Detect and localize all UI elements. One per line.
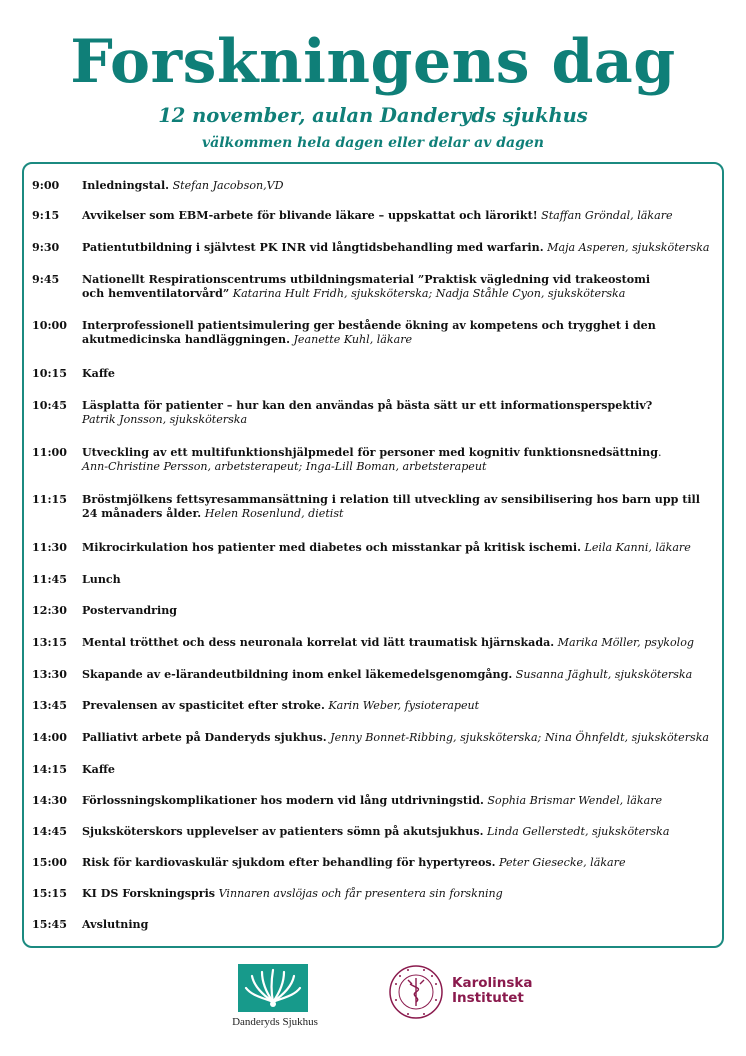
program-time: 14:00 — [32, 731, 67, 744]
program-item — [32, 446, 722, 474]
program-title: akutmedicinska handläggningen. — [82, 333, 290, 346]
program-item — [32, 367, 722, 381]
program-item — [32, 493, 722, 521]
program-title: Mikrocirkulation hos patienter med diabetes och misstankar på kritisk ischemi. — [82, 541, 581, 554]
program-title: Avvikelser som EBM-arbete för blivande läkare – uppskattat och lärorikt! — [82, 209, 538, 222]
program-time: 13:30 — [32, 668, 67, 681]
program-item — [32, 573, 722, 587]
program-speaker: Maja Asperen, sjuksköterska — [547, 241, 710, 254]
program-time: 11:30 — [32, 541, 67, 554]
program-title: Palliativt arbete på Danderyds sjukhus. — [82, 731, 327, 744]
program-title: Nationellt Respirationscentrums utbildningsmaterial ”Praktisk vägledning vid trakeostomi — [82, 273, 651, 286]
program-time: 11:45 — [32, 573, 67, 586]
program-speaker: Susanna Jäghult, sjuksköterska — [515, 668, 693, 681]
program-item — [32, 604, 722, 618]
program-time: 10:15 — [32, 367, 67, 380]
program-item — [32, 918, 722, 932]
program-speaker: Katarina Hult Fridh, sjuksköterska; Nadja Ståhle Cyon, sjuksköterska — [232, 287, 626, 300]
program-item — [32, 399, 722, 427]
program-title: Lunch — [82, 573, 121, 586]
program-item — [32, 241, 722, 255]
program-title: Läsplatta för patienter – hur kan den användas på bästa sätt ur ett informationsperspektiv? — [82, 399, 653, 412]
program-time: 15:15 — [32, 887, 67, 900]
program-title: Patientutbildning i självtest PK INR vid långtidsbehandling med warfarin. — [82, 241, 544, 254]
program-item — [32, 209, 722, 223]
program-title: Förlossningskomplikationer hos modern vid lång utdrivningstid. — [82, 794, 484, 807]
program-speaker-role: arbetsterapeut — [402, 460, 487, 473]
event-tagline: välkommen hela dagen eller delar av dagen — [202, 135, 544, 151]
program-time: 10:00 — [32, 319, 67, 332]
program-title: Sjuksköterskors upplevelser av patienters sömn på akutsjukhus. — [82, 825, 484, 838]
program-time: 11:15 — [32, 493, 67, 506]
page-title: Forskningens dag — [70, 27, 676, 97]
program-time: 9:15 — [32, 209, 60, 222]
program-punctuation: . — [657, 446, 662, 459]
program-item — [32, 856, 722, 870]
program-box — [22, 162, 724, 948]
program-time: 11:00 — [32, 446, 67, 459]
program-title: Risk för kardiovaskulär sjukdom efter behandling för hypertyreos. — [82, 856, 496, 869]
program-item — [32, 668, 722, 682]
program-time: 9:30 — [32, 241, 60, 254]
program-title: 24 månaders ålder. — [82, 507, 202, 520]
program-speaker: Jenny Bonnet-Ribbing, sjuksköterska; Nina Öhnfeldt, sjuksköterska — [330, 731, 710, 744]
program-speaker: Patrik Jonsson, sjuksköterska — [82, 413, 248, 426]
program-speaker: Staffan Gröndal, läkare — [541, 209, 673, 222]
program-title: Postervandring — [82, 604, 178, 617]
program-item — [32, 273, 722, 301]
program-speaker: Karin Weber, fysioterapeut — [328, 699, 480, 712]
program-speaker: Marika Möller, psykolog — [557, 636, 694, 649]
program-speaker: Sophia Brismar Wendel, läkare — [487, 794, 663, 807]
program-item — [32, 731, 722, 745]
program-item — [32, 887, 722, 901]
program-title: Interprofessionell patientsimulering ger bestående ökning av kompetens och trygghet i den — [82, 319, 656, 332]
program-speaker: Jeanette Kuhl, läkare — [293, 333, 413, 346]
program-title: Inledningstal. — [82, 179, 170, 192]
program-time: 9:45 — [32, 273, 60, 286]
program-speaker: Vinnaren avslöjas och får presentera sin forskning — [218, 887, 503, 900]
program-time: 14:45 — [32, 825, 67, 838]
program-title: KI DS Forskningspris — [82, 887, 216, 900]
program-time: 13:45 — [32, 699, 67, 712]
program-item — [32, 794, 722, 808]
program-item — [32, 636, 722, 650]
danderyd-logo-text: Danderyds Sjukhus — [232, 1016, 318, 1028]
program-item — [32, 699, 722, 713]
program-speaker: Leila Kanni, läkare — [584, 541, 691, 554]
program-time: 15:45 — [32, 918, 67, 931]
program-title: Kaffe — [82, 763, 115, 776]
program-title: Kaffe — [82, 367, 115, 380]
program-item — [32, 541, 722, 555]
program-time: 14:15 — [32, 763, 67, 776]
program-title: Bröstmjölkens fettsyresammansättning i relation till utveckling av sensibilisering hos barn upp till — [82, 493, 700, 506]
program-title: Skapande av e-lärandeutbildning inom enkel läkemedelsgenomgång. — [82, 668, 513, 681]
program-time: 10:45 — [32, 399, 67, 412]
program-speaker: Helen Rosenlund, dietist — [204, 507, 344, 520]
karolinska-seal-icon — [388, 964, 444, 1020]
program-title: Utveckling av ett multifunktionshjälpmedel för personer med kognitiv funktionsnedsättning — [82, 446, 658, 459]
program-time: 14:30 — [32, 794, 67, 807]
danderyd-flower-icon — [238, 964, 308, 1012]
program-speaker: Stefan Jacobson,VD — [172, 179, 284, 192]
program-speaker-role: arbetsterapeut — [214, 460, 299, 473]
program-item — [32, 825, 722, 839]
program-time: 9:00 — [32, 179, 60, 192]
program-time: 12:30 — [32, 604, 67, 617]
program-speaker: Peter Giesecke, läkare — [499, 856, 626, 869]
program-title: Prevalensen av spasticitet efter stroke. — [82, 699, 325, 712]
program-speaker: Inga-Lill Boman, — [305, 460, 399, 473]
program-title: Mental trötthet och dess neuronala korrelat vid lätt traumatisk hjärnskada. — [82, 636, 555, 649]
program-title: och hemventilatorvård” — [82, 287, 230, 300]
program-title: Avslutning — [82, 918, 149, 931]
program-item — [32, 319, 722, 347]
event-date-venue: 12 november, aulan Danderyds sjukhus — [158, 104, 588, 127]
program-separator: ; — [298, 460, 303, 473]
program-time: 13:15 — [32, 636, 67, 649]
program-speaker: Ann-Christine Persson, — [82, 460, 212, 473]
danderyds-sjukhus-logo — [220, 962, 330, 1032]
karolinska-logo-text: Karolinska Institutet — [452, 975, 533, 1006]
program-time: 15:00 — [32, 856, 67, 869]
program-item — [32, 179, 722, 193]
karolinska-institutet-logo — [388, 962, 548, 1026]
program-item — [32, 763, 722, 777]
program-speaker: Linda Gellerstedt, sjuksköterska — [487, 825, 670, 838]
